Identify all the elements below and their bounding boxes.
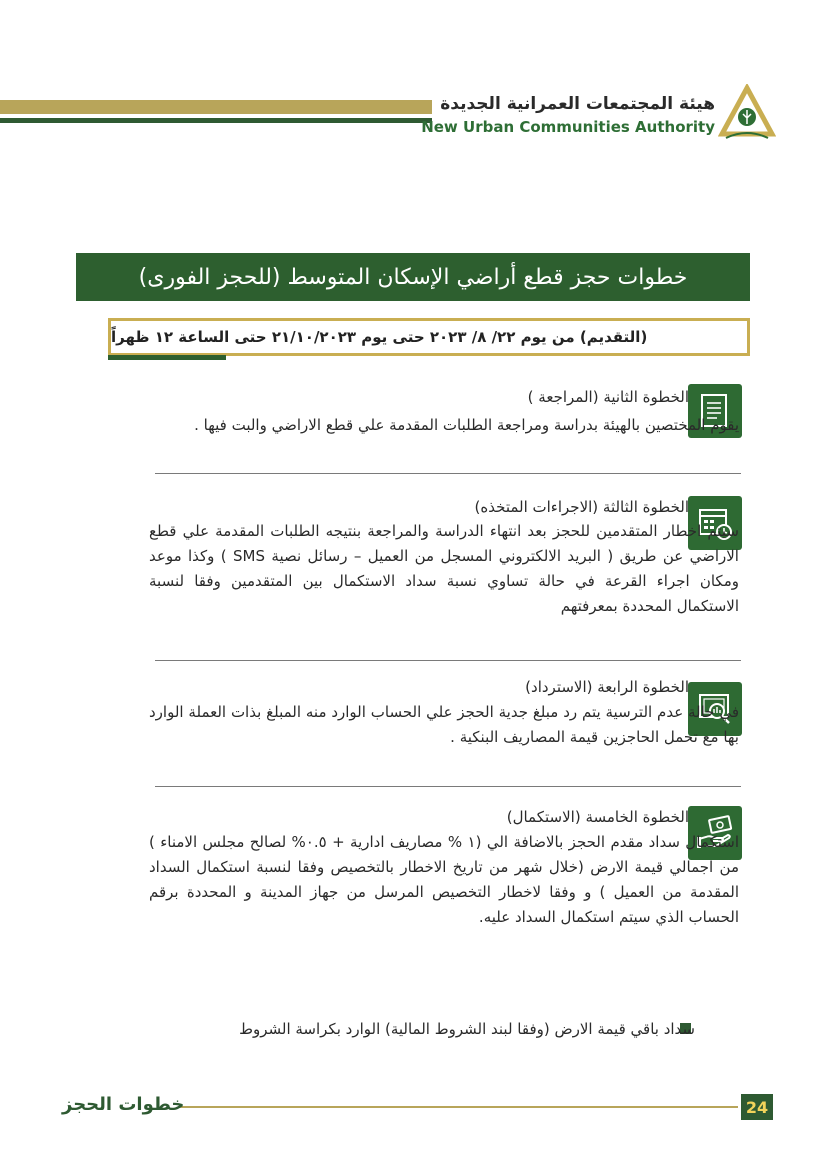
footer-line — [178, 1106, 738, 1108]
step-divider — [155, 473, 741, 474]
final-payment-note: سداد باقي قيمة الارض (وفقا لبند الشروط المالية) الوارد بكراسة الشروط — [239, 1020, 695, 1038]
step-divider — [155, 660, 741, 661]
page-title-banner — [76, 253, 750, 301]
header-gold-bar — [0, 100, 432, 114]
step-3-body: سيتم اخطار المتقدمين للحجز بعد انتهاء الدراسة والمراجعة بنتيجه الطلبات المقدمة علي قطع الاراضي عن طريق ( البريد الالكتروني المسجل من العميل – رسائل نصية SMS ) وكذا موعد ومكان اجراء القرعة في حالة تساوي نسبة سداد الاستكمال بين المتقدمين وفقا لنسبة الاستكمال المحددة بمعرفتهم — [149, 522, 739, 615]
step-4-title: الخطوة الرابعة (الاسترداد) — [525, 678, 689, 696]
step-5-body: استكمال سداد مقدم الحجز بالاضافة الي (١ % مصاريف ادارية + ٠.٥% لصالح مجلس الامناء ) من اجمالي قيمة الارض (خلال شهر من تاريخ الاخطار بالتخصيص وفقا لنسبة استكمال السداد المقدمة من العميل ) و وفقا لاخطار التخصيص المرسل من جهاز المدينة و المحددة برقم الحساب الذي سيتم استكمال السداد عليه. — [149, 833, 739, 926]
step-2-body: يقوم المختصين بالهيئة بدراسة ومراجعة الطلبات المقدمة علي قطع الاراضي والبت فيها . — [194, 416, 739, 434]
step-4-body: في حالة عدم الترسية يتم رد مبلغ جدية الحجز علي الحساب الوارد منه المبلغ بذات العملة الوارد بها مع تحمل الحاجزين قيمة المصاريف البنكية . — [149, 703, 739, 746]
footer-section-title: خطوات الحجز — [62, 1094, 185, 1115]
dates-underline — [108, 355, 226, 360]
page-number: 24 — [741, 1094, 773, 1120]
application-dates-box — [108, 318, 750, 356]
step-2-title: الخطوة الثانية (المراجعة ) — [527, 388, 689, 406]
step-3-title: الخطوة الثالثة (الاجراءات المتخذه) — [474, 498, 689, 516]
step-divider — [155, 786, 741, 787]
header-green-bar — [0, 118, 432, 123]
org-name-english: New Urban Communities Authority — [421, 118, 715, 136]
org-name-arabic: هيئة المجتمعات العمرانية الجديدة — [440, 94, 715, 114]
application-dates-text: (التقديم) من يوم ٢٢/ ٨/ ٢٠٢٣ حتى يوم ٢١/١٠/٢٠٢٣ حتى الساعة ١٢ ظهراً — [111, 328, 648, 346]
page-title: خطوات حجز قطع أراضي الإسكان المتوسط (للحجز الفورى) — [138, 264, 688, 290]
step-5-title: الخطوة الخامسة (الاستكمال) — [506, 808, 689, 826]
nuca-logo-icon — [718, 84, 776, 142]
